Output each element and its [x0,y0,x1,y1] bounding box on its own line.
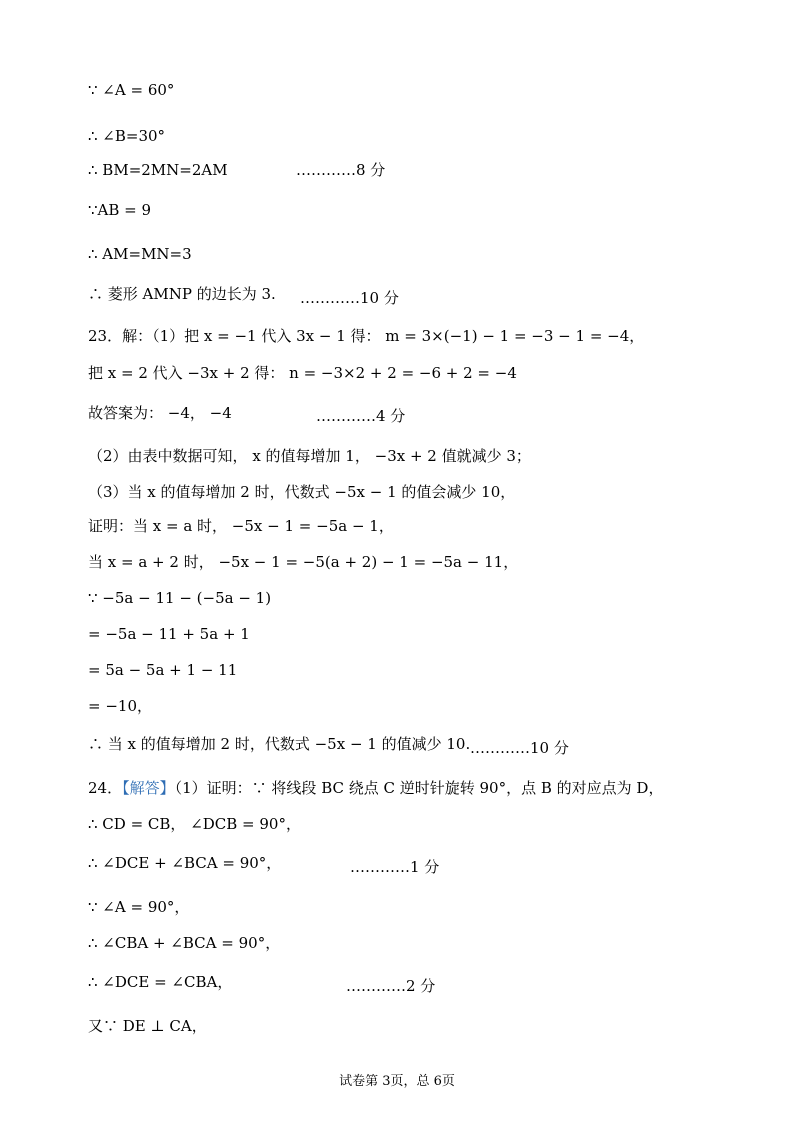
score-8: …………8 分 [296,161,386,179]
q23-proof-1: 证明：当 x = a 时， −5x − 1 = −5a − 1， [88,517,394,535]
score-4: …………4 分 [316,407,406,425]
q24-line-4: ∵ ∠A = 90°， [88,898,190,916]
q24-line-3: ∴ ∠DCE + ∠BCA = 90°， [88,854,282,872]
q24-line-2: ∴ CD = CB， ∠DCB = 90°， [88,815,301,833]
q24-line-6: ∴ ∠DCE = ∠CBA， [88,973,233,991]
line-am-mn-3: ∴ AM=MN=3 [88,245,192,263]
score-10-a: …………10 分 [300,289,399,307]
q23-proof-2: 当 x = a + 2 时， −5x − 1 = −5(a + 2) − 1 = −5a − 11， [88,553,519,571]
q24-line-7: 又∵ DE ⊥ CA， [88,1017,207,1035]
q23-line-1: 23．解：（1）把 x = −1 代入 3x − 1 得： m = 3×(−1) − 1 = −3 − 1 = −4， [88,327,645,345]
line-angle-b-30: ∴ ∠B=30° [88,127,166,145]
q23-proof-3: ∵ −5a − 11 − (−5a − 1) [88,589,272,607]
q23-proof-4: = −5a − 11 + 5a + 1 [88,625,250,643]
q23-part3: （3）当 x 的值每增加 2 时，代数式 −5x − 1 的值会减少 10， [88,483,516,501]
score-10-b: …………10 分 [470,739,569,757]
q23-conclusion: ∴ 当 x 的值每增加 2 时，代数式 −5x − 1 的值减少 10. [88,735,471,753]
q24-line-1-text: （1）证明：∵ 将线段 BC 绕点 C 逆时针旋转 90°，点 B 的对应点为 D， [174,779,664,797]
q23-answer: 故答案为： −4， −4 [88,404,232,422]
q24-answer-tag: 【解答】 [122,779,175,797]
line-rhombus-side: ∴ 菱形 AMNP 的边长为 3. [88,285,276,303]
score-2: …………2 分 [346,977,436,995]
q24-line-5: ∴ ∠CBA + ∠BCA = 90°， [88,934,281,952]
page-footer: 试卷第 3页，总 6页 [339,1074,455,1089]
q23-proof-5: = 5a − 5a + 1 − 11 [88,661,238,679]
line-bm-equals: ∴ BM=2MN=2AM [88,161,228,179]
score-1: …………1 分 [350,858,440,876]
q23-line-2: 把 x = 2 代入 −3x + 2 得： n = −3×2 + 2 = −6 + 2 = −4 [88,364,517,382]
line-angle-a-60: ∵ ∠A = 60° [88,81,175,99]
q23-part2: （2）由表中数据可知， x 的值每增加 1， −3x + 2 值就减少 3； [88,447,531,465]
q24-number: 24． [88,779,123,797]
line-ab-9: ∵AB = 9 [88,201,152,219]
q23-proof-6: = −10， [88,697,152,715]
q24-line-1 [88,778,663,798]
